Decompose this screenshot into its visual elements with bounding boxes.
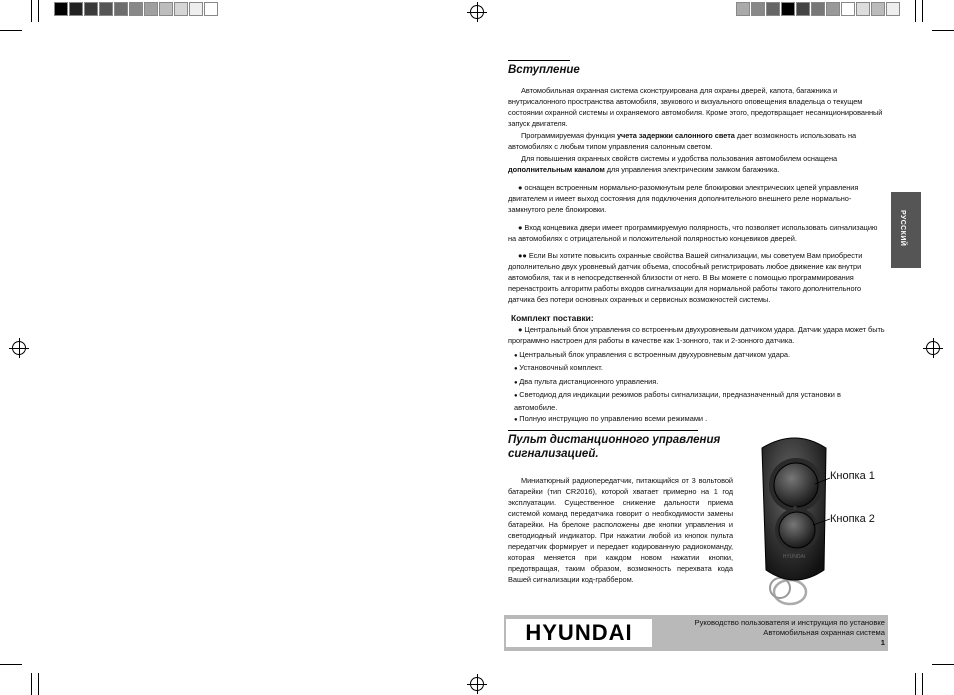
intro-paragraph-4: ● оснащен встроенным нормально-разомкнутым реле блокировки электрических цепей управления двигателем и имеет выход состояния для подключения дополнительного внешнего реле нормально-замкнутого реле блокировки. <box>508 183 859 214</box>
intro-title: Вступление <box>508 64 580 76</box>
button1-label: Кнопка 1 <box>830 470 875 482</box>
language-tab <box>891 192 921 268</box>
remote-paragraph: Миниатюрный радиопередатчик, питающийся от 3 вольтовой батарейки (тип CR2016), которой хватает примерно на 1 год эксплуатации. Существенное снижение дальности приема системой команд передатчика говорит о необходимости замены батарейки. На брелоке расположены две кнопки управления и светодиодный индикатор. При нажатии любой из кнопок пульта передатчик формирует и передает кодированную радиокоманду, которая меняется при каждом новом нажатии кнопки, предотвращая, таким образом, возможность перехвата кода Вашей сигнализации код-граббером. <box>508 476 733 584</box>
page-number: 1 <box>880 638 885 647</box>
list-item: ● Два пульта дистанционного управления. <box>514 376 886 389</box>
kit-paragraph-1: ● Центральный блок управления со встроенным двухуровневым датчиком удара. Датчик удара может быть программно настроен для работы в качестве как 1-зонного, так и 2-зонного датчика. <box>508 325 885 345</box>
list-item: ● Полную инструкцию по управлению всеми режимами . <box>514 413 886 426</box>
crop-mark <box>38 0 39 22</box>
crop-mark <box>31 0 32 22</box>
crop-mark <box>31 673 32 695</box>
list-item: ● Центральный блок управления с встроенным двухуровневым датчиком удара. <box>514 349 886 362</box>
registration-mark-icon <box>12 341 26 355</box>
crop-mark <box>922 0 923 22</box>
crop-mark <box>932 664 954 665</box>
intro-paragraph-6: ●● Если Вы хотите повысить охранные свойства Вашей сигнализации, мы советуем Вам приобрести дополнительно двух уровневый датчик объема, способный регистрировать любое движение как внутри автомобиля, так и в непосредственной близости от него. В Вы можете с помощью программирования перенастроить алгоритм работы входов сигнализации для нормальной работы такого дополнительного датчика без потери основных охранных и сервисных возможностей системы. <box>508 251 863 304</box>
registration-mark-icon <box>470 5 484 19</box>
intro-paragraph-5: ● Вход концевика двери имеет программируемую полярность, что позволяет использовать сигнализацию на автомобилях с отрицательной и положительной полярностью концевиков дверей. <box>508 223 878 243</box>
remote-title-line2: сигнализацией. <box>508 448 599 460</box>
calibration-bar-left <box>54 2 219 16</box>
language-tab-label: РУССКИЙ <box>899 210 906 247</box>
registration-mark-icon <box>926 341 940 355</box>
crop-mark <box>922 673 923 695</box>
crop-mark <box>0 664 22 665</box>
crop-mark <box>915 673 916 695</box>
button2-label: Кнопка 2 <box>830 513 875 525</box>
crop-mark <box>38 673 39 695</box>
remote-title-line1: Пульт дистанционного управления <box>508 434 721 446</box>
footer-logo: HYUNDAI <box>506 619 652 647</box>
kit-list <box>514 349 886 427</box>
list-item: ● Установочный комплект. <box>514 362 886 375</box>
section-rule <box>508 430 698 431</box>
fob-brand: HYUNDAI <box>782 554 806 560</box>
intro-paragraph-2: Программируемая функция учета задержки салонного света дает возможность использовать на автомобилях с любым типом управления салонным светом. <box>508 131 857 151</box>
kit-title: Комплект поставки: <box>511 313 594 323</box>
calibration-bar-right <box>736 2 901 16</box>
section-rule <box>508 60 570 61</box>
list-item: ● Светодиод для индикации режимов работы сигнализации, предназначенный для установки в автомобиле. <box>514 389 886 414</box>
intro-paragraph-1: Автомобильная охранная система сконструирована для охраны дверей, капота, багажника и внутрисалонного пространства автомобиля, звукового и визуального оповещения владельца о текущем состоянии охранной системы и охраняемого автомобиля. Кроме этого, предотвращает несанкционированный запуск двигателя. <box>508 86 883 128</box>
intro-paragraph-3: Для повышения охранных свойств системы и удобства пользования автомобилем оснащена дополнительным каналом для управления электрическим замком багажника. <box>508 154 838 174</box>
crop-mark <box>915 0 916 22</box>
footer-manual-title: Руководство пользователя и инструкция по установке <box>694 618 885 627</box>
crop-mark <box>0 30 22 31</box>
crop-mark <box>932 30 954 31</box>
footer-system-name: Автомобильная охранная система <box>763 628 885 637</box>
registration-mark-icon <box>470 677 484 691</box>
